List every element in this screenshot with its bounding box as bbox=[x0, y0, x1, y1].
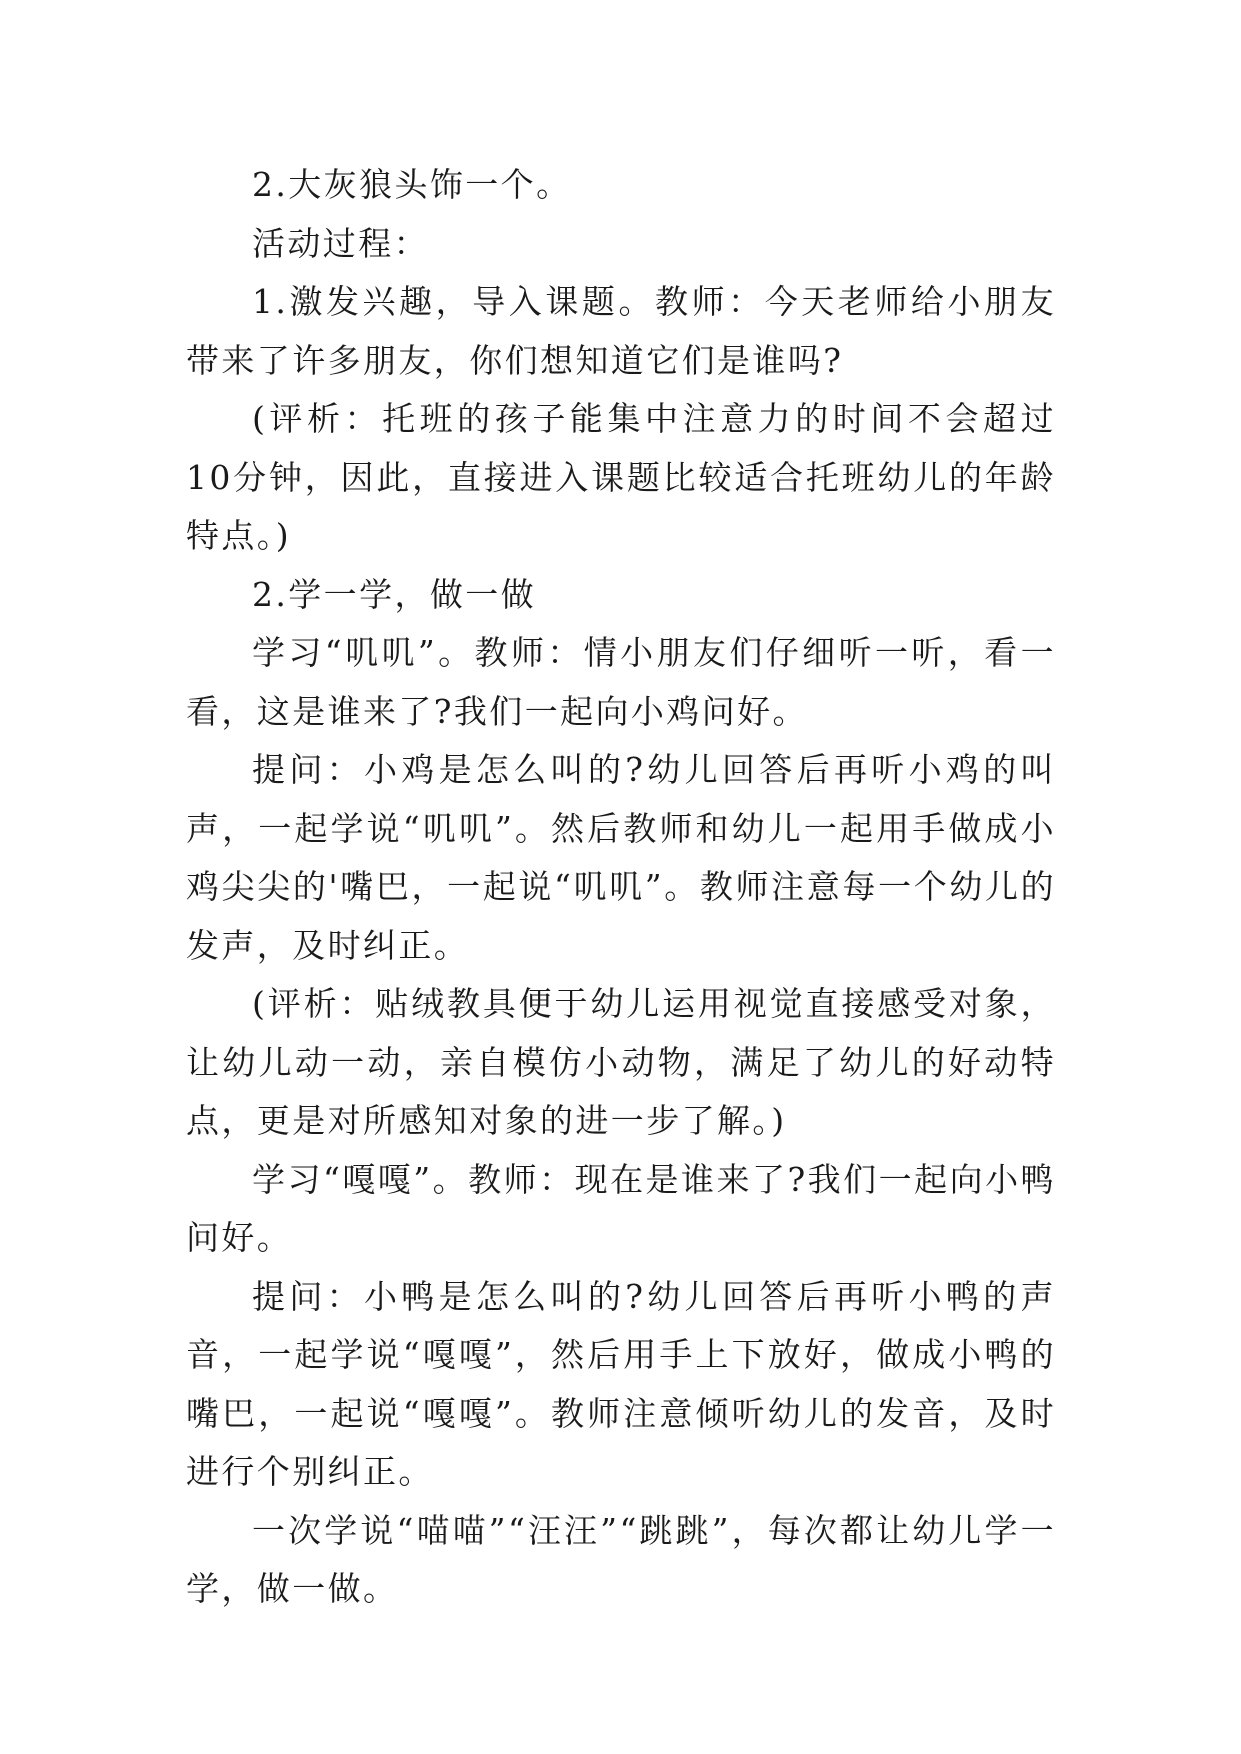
paragraph-duck-question: 提问：小鸭是怎么叫的?幼儿回答后再听小鸭的声音，一起学说“嘎嘎”，然后用手上下放好，做成小鸭的嘴巴，一起说“嘎嘎”。教师注意倾听幼儿的发音，及时进行个别纠正。 bbox=[186, 1276, 1056, 1491]
paragraph-learn-duck: 学习“嘎嘎”。教师：现在是谁来了?我们一起向小鸭问好。 bbox=[186, 1159, 1056, 1257]
paragraph-other-animals: 一次学说“喵喵”“汪汪”“跳跳”，每次都让幼儿学一学，做一做。 bbox=[186, 1510, 1056, 1608]
paragraph-materials-wolf-headdress: 2.大灰狼头饰一个。 bbox=[252, 165, 572, 204]
paragraph-step-2-heading: 2.学一学，做一做 bbox=[252, 574, 537, 614]
paragraph-comment-2: (评析：贴绒教具便于幼儿运用视觉直接感受对象，让幼儿动一动，亲自模仿小动物，满足了幼儿的好动特点，更是对所感知对象的进一步了解。) bbox=[186, 984, 1056, 1140]
paragraph-learn-chick: 学习“叽叽”。教师：情小朋友们仔细听一听，看一看，这是谁来了?我们一起向小鸡问好。 bbox=[186, 633, 1056, 731]
paragraph-step-1: 1.激发兴趣，导入课题。教师：今天老师给小朋友带来了许多朋友，你们想知道它们是谁吗? bbox=[186, 282, 1056, 380]
document-page bbox=[186, 156, 1056, 1619]
paragraph-chick-question: 提问：小鸡是怎么叫的?幼儿回答后再听小鸡的叫声，一起学说“叽叽”。然后教师和幼儿一起用手做成小鸡尖尖的'嘴巴，一起说“叽叽”。教师注意每一个幼儿的发声，及时纠正。 bbox=[186, 750, 1056, 965]
paragraph-comment-1: (评析：托班的孩子能集中注意力的时间不会超过10分钟，因此，直接进入课题比较适合托班幼儿的年龄特点。) bbox=[186, 399, 1056, 555]
paragraph-activity-process-heading: 活动过程： bbox=[252, 223, 429, 263]
